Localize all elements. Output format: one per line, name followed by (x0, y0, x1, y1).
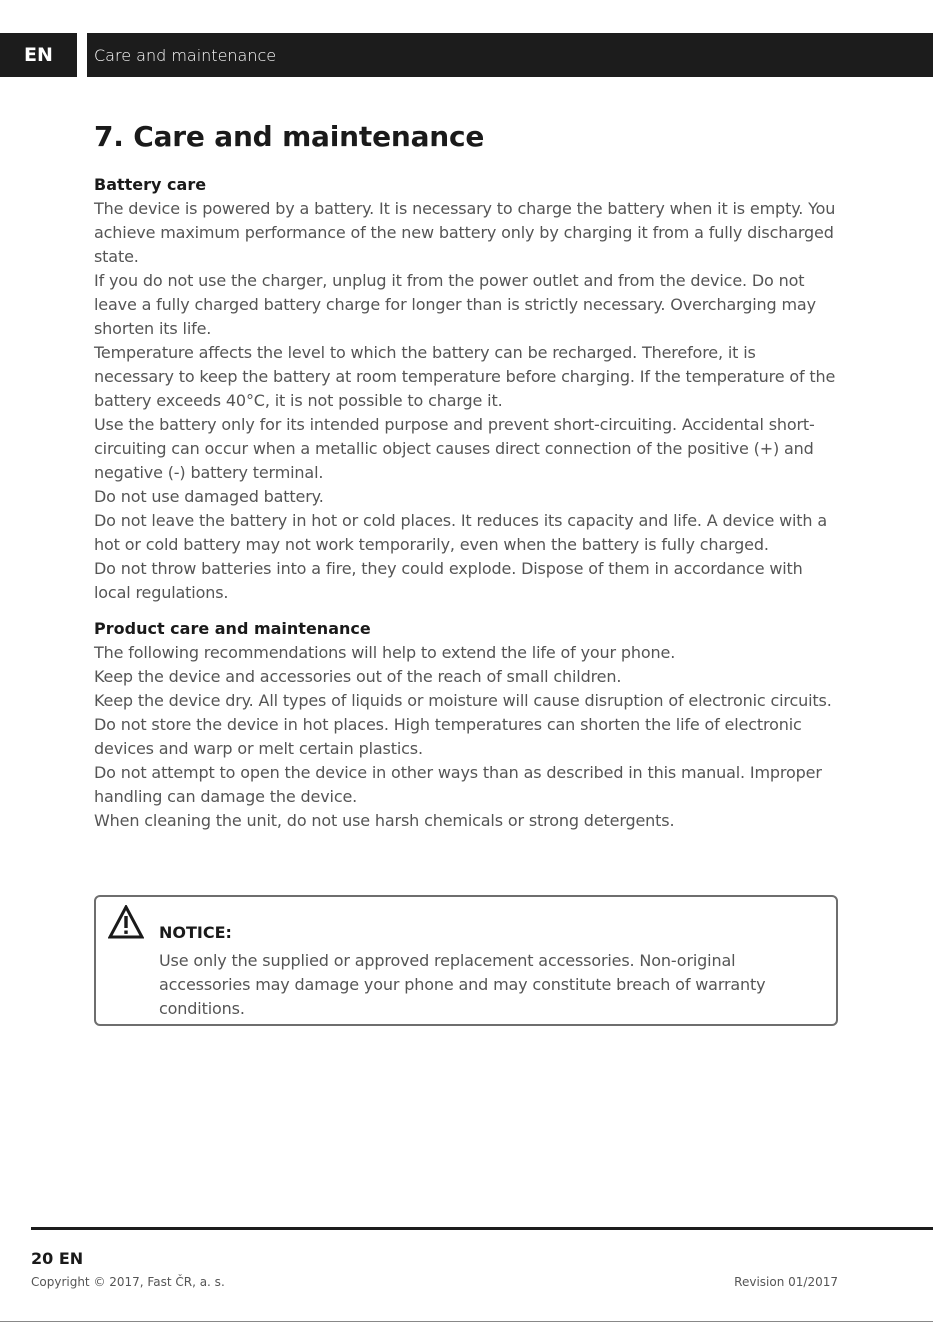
battery-paragraph: Do not throw batteries into a fire, they could explode. Dispose of them in accordance with local regulations. (94, 559, 803, 602)
battery-paragraph: The device is powered by a battery. It is necessary to charge the battery when it is empty. You achieve maximum performance of the new battery only by charging it from a fully discharged state. (94, 199, 836, 266)
product-paragraph: Keep the device and accessories out of the reach of small children. (94, 667, 622, 686)
main-content (94, 120, 839, 833)
battery-care-section (94, 173, 839, 605)
copyright-text: Copyright © 2017, Fast ČR, a. s. (31, 1275, 225, 1289)
section-bar (87, 33, 933, 77)
footer-divider (31, 1227, 933, 1230)
page-number: 20 EN (31, 1249, 84, 1268)
revision-text: Revision 01/2017 (734, 1275, 838, 1289)
page-title: 7. Care and maintenance (94, 120, 485, 153)
notice-box (94, 895, 838, 1026)
language-tag: EN (0, 33, 77, 77)
product-paragraph: Keep the device dry. All types of liquids or moisture will cause disruption of electronic circuits. (94, 691, 832, 710)
page-header (0, 33, 933, 77)
product-care-heading: Product care and maintenance (94, 619, 371, 638)
page-bottom-edge (0, 1321, 933, 1322)
battery-paragraph: Do not use damaged battery. (94, 487, 324, 506)
notice-text: Use only the supplied or approved replacement accessories. Non-original accessories may damage your phone and may constitute breach of warranty conditions. (159, 951, 766, 1018)
product-paragraph: Do not store the device in hot places. High temperatures can shorten the life of electronic devices and warp or melt certain plastics. (94, 715, 802, 758)
product-paragraph: When cleaning the unit, do not use harsh chemicals or strong detergents. (94, 811, 675, 830)
battery-paragraph: Do not leave the battery in hot or cold places. It reduces its capacity and life. A device with a hot or cold battery may not work temporarily, even when the battery is fully charged. (94, 511, 828, 554)
battery-paragraph: Use the battery only for its intended purpose and prevent short-circuiting. Accidental short-circuiting can occur when a metallic object causes direct connection of the positive (+) and negative (-) battery terminal. (94, 415, 815, 482)
battery-paragraph: If you do not use the charger, unplug it from the power outlet and from the device. Do not leave a fully charged battery charge for longer than is strictly necessary. Overcharging may shorten its life. (94, 271, 816, 338)
product-care-section (94, 617, 839, 833)
battery-care-heading: Battery care (94, 175, 207, 194)
product-paragraph: Do not attempt to open the device in other ways than as described in this manual. Improper handling can damage the device. (94, 763, 822, 806)
product-paragraph: The following recommendations will help to extend the life of your phone. (94, 643, 676, 662)
section-name: Care and maintenance (94, 45, 277, 65)
battery-paragraph: Temperature affects the level to which the battery can be recharged. Therefore, it is necessary to keep the battery at room temperature before charging. If the temperature of the battery exceeds 40°C, it is not possible to charge it. (94, 343, 836, 410)
warning-triangle-icon (108, 905, 144, 939)
notice-title: NOTICE: (159, 923, 232, 942)
